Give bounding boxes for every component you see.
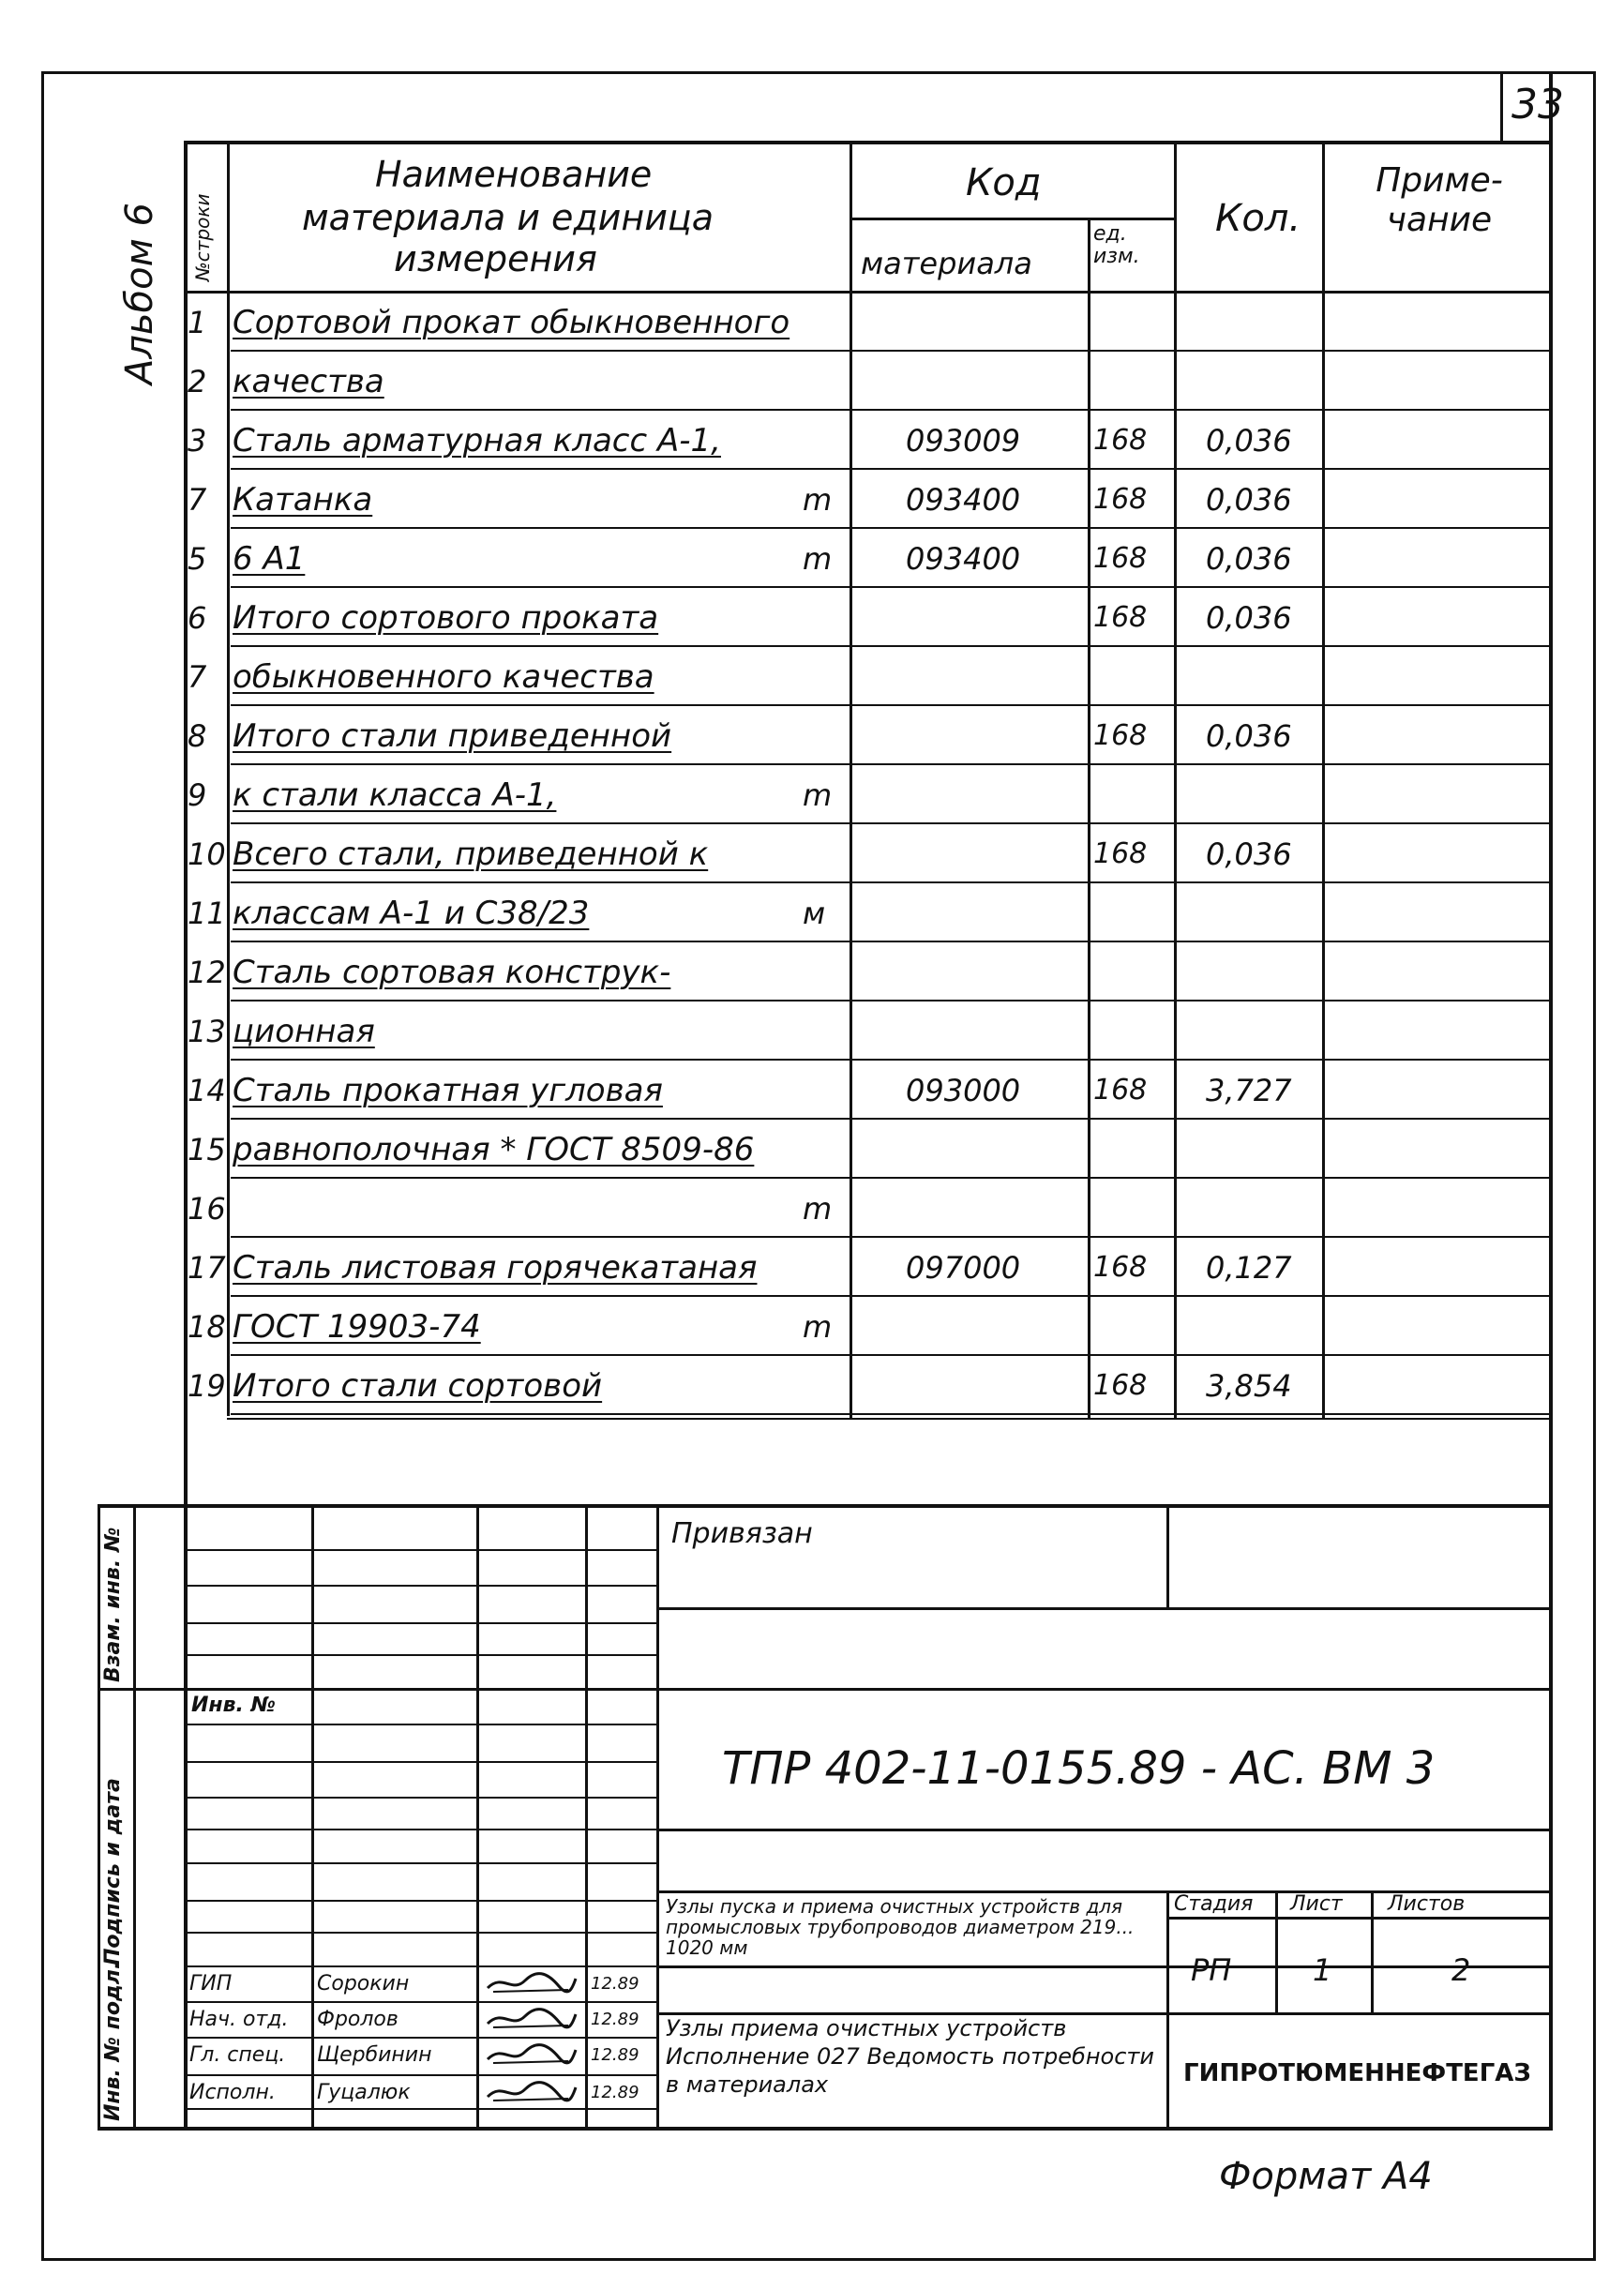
- row-name: Итого сортового проката: [233, 598, 659, 637]
- table-row: [184, 824, 1553, 883]
- header-code-unit: ед. изм.: [1093, 222, 1140, 268]
- tb-h-2096: [656, 1965, 1553, 1968]
- table-row: [184, 470, 1553, 529]
- row-number: 5: [188, 540, 207, 577]
- header-code-split: [850, 218, 1176, 220]
- page-number: 33: [1511, 81, 1564, 128]
- stage-col-1: [1275, 1890, 1278, 2012]
- outer-frame-top: [41, 71, 1596, 74]
- row-qty: 0,036: [1206, 717, 1292, 754]
- sheets-value: 2: [1451, 1952, 1471, 1988]
- header-qty: Кол.: [1215, 197, 1301, 240]
- header-name-1: Наименование: [375, 154, 653, 195]
- table-row: [184, 1238, 1553, 1297]
- row-unit: m: [803, 1190, 833, 1227]
- row-name: ГОСТ 19903-74: [233, 1307, 481, 1346]
- row-ed: 168: [1093, 483, 1148, 516]
- side-inv-podl: Инв. № подл.: [101, 1961, 125, 2121]
- row-qty: 0,036: [1206, 422, 1292, 459]
- titleblock-inner-left: [133, 1504, 136, 2131]
- table-row: [184, 529, 1553, 588]
- signature-scribble: [484, 2042, 578, 2067]
- outer-frame-left: [41, 71, 44, 2261]
- titleblock-col-e: [656, 1504, 659, 2131]
- outer-frame-right: [1593, 71, 1596, 2261]
- row-name: Итого стали приведенной: [233, 716, 672, 755]
- person-role: Нач. отд.: [189, 2007, 289, 2031]
- row-number: 15: [188, 1131, 226, 1167]
- person-role: Гл. спец.: [189, 2042, 286, 2067]
- table-row: [184, 588, 1553, 647]
- sig-grid-line: [184, 1797, 656, 1799]
- row-qty: 0,036: [1206, 599, 1292, 636]
- row-number: 8: [188, 717, 207, 754]
- row-number: 9: [188, 776, 207, 813]
- titleblock-top: [98, 1504, 1553, 1508]
- sig-grid-line: [184, 1829, 656, 1830]
- row-ed: 168: [1093, 719, 1148, 752]
- row-ed: 168: [1093, 1369, 1148, 1402]
- titleblock-privyazan-right: [1166, 1504, 1169, 1609]
- row-name: 6 А1: [233, 539, 306, 578]
- row-name: Всего стали, приведенной к: [233, 835, 709, 873]
- row-code: 093400: [906, 540, 1021, 577]
- table-row: [184, 1356, 1553, 1415]
- row-name: Сталь арматурная класс А-1,: [233, 421, 721, 459]
- row-name: Сортовой прокат обыкновенного: [233, 303, 790, 341]
- stage-value: РП: [1191, 1952, 1232, 1988]
- header-code: Код: [966, 161, 1042, 204]
- row-unit: m: [803, 481, 833, 518]
- table-row: [184, 1297, 1553, 1356]
- header-note: Приме-чание: [1376, 161, 1503, 239]
- title-h-2148: [656, 2012, 1553, 2015]
- row-name: классам А-1 и С38/23: [233, 894, 590, 932]
- table-row: [184, 1179, 1553, 1238]
- sig-grid-line: [184, 1688, 656, 1690]
- row-name: равнополочная * ГОСТ 8509-86: [233, 1130, 755, 1168]
- signature-scribble: [484, 1971, 578, 1995]
- header-code-material: материала: [861, 246, 1032, 281]
- row-qty: 3,854: [1206, 1367, 1292, 1404]
- sheet-value: 1: [1313, 1952, 1332, 1988]
- album-label: Альбом 6: [118, 203, 161, 384]
- row-unit: m: [803, 540, 833, 577]
- table-row: [184, 1061, 1553, 1120]
- row-qty: 0,127: [1206, 1249, 1292, 1286]
- row-number: 18: [188, 1308, 226, 1345]
- sig-grid-line: [184, 1622, 656, 1624]
- row-ed: 168: [1093, 601, 1148, 634]
- row-unit: m: [803, 776, 833, 813]
- tb-h-1716: [656, 1607, 1553, 1610]
- sheet-label: Лист: [1290, 1892, 1343, 1916]
- row-number: 3: [188, 422, 207, 459]
- row-qty: 3,727: [1206, 1072, 1292, 1108]
- table-row: [184, 647, 1553, 706]
- titleblock-left: [98, 1504, 100, 2131]
- tb-h-1950: [656, 1829, 1553, 1831]
- row-name: качества: [233, 362, 384, 400]
- person-name: Сорокин: [317, 1971, 410, 1995]
- row-number: 13: [188, 1013, 226, 1049]
- row-number: 7: [188, 481, 207, 518]
- header-row-no: №строки: [191, 193, 214, 281]
- table-row: [184, 293, 1553, 352]
- format-label: Формат А4: [1219, 2155, 1433, 2198]
- person-date: 12.89: [591, 1973, 639, 1994]
- inv-no-label: Инв. №: [191, 1694, 277, 1717]
- signature-scribble: [484, 2007, 578, 2031]
- row-number: 17: [188, 1249, 226, 1286]
- row-unit: м: [803, 895, 826, 931]
- inner-frame-bottom: [98, 2127, 1553, 2131]
- signature-scribble: [484, 2080, 578, 2104]
- sig-grid-line: [184, 1724, 656, 1725]
- inner-frame-top: [184, 141, 1553, 144]
- title-v: [1166, 1890, 1169, 2131]
- row-name: Сталь листовая горячекатаная: [233, 1248, 758, 1287]
- table-row: [184, 706, 1553, 765]
- table-row: [184, 1120, 1553, 1179]
- org-name: ГИПРОТЮМЕННЕФТЕГАЗ: [1183, 2059, 1531, 2087]
- header-name-3: измерения: [394, 238, 597, 279]
- row-number: 1: [188, 304, 207, 340]
- row-name: обыкновенного качества: [233, 657, 654, 696]
- outer-frame-bottom: [41, 2258, 1596, 2261]
- privyazan-label: Привязан: [671, 1517, 813, 1550]
- title-1: Узлы пуска и приема очистных устройств для промысловых трубопроводов диаметром 219... 1020 мм: [666, 1895, 1135, 1959]
- row-ed: 168: [1093, 424, 1148, 457]
- row-number: 11: [188, 895, 226, 931]
- stage-label: Стадия: [1174, 1892, 1254, 1916]
- row-qty: 0,036: [1206, 836, 1292, 872]
- row-number: 2: [188, 363, 207, 399]
- table-row: [184, 1001, 1553, 1061]
- title-h-stage: [1166, 1917, 1553, 1920]
- row-name: Сталь сортовая конструк-: [233, 953, 671, 991]
- row-divider: [231, 1413, 1553, 1415]
- row-ed: 168: [1093, 1251, 1148, 1284]
- row-qty: 0,036: [1206, 540, 1292, 577]
- title-2: Узлы приема очистных устройств Исполнение 027 Ведомость потребности в материалах: [666, 2015, 1154, 2098]
- row-number: 19: [188, 1367, 226, 1404]
- side-vzam: Взам. инв. №: [101, 1527, 125, 1682]
- row-name: к стали класса А-1,: [233, 776, 557, 814]
- side-podpis: Подпись и дата: [101, 1778, 125, 1965]
- row-qty: 0,036: [1206, 481, 1292, 518]
- person-role: Исполн.: [189, 2080, 276, 2104]
- row-number: 14: [188, 1072, 226, 1108]
- sig-grid-line: [184, 1654, 656, 1656]
- sig-grid-line: [184, 1549, 656, 1551]
- row-code: 097000: [906, 1249, 1021, 1286]
- sig-grid-line: [184, 1585, 656, 1587]
- row-number: 12: [188, 954, 226, 990]
- row-name: Катанка: [233, 480, 373, 519]
- table-row: [184, 942, 1553, 1001]
- table-row: [184, 411, 1553, 470]
- row-number: 10: [188, 836, 226, 872]
- table-row: [184, 352, 1553, 411]
- stage-col-2: [1371, 1890, 1374, 2012]
- sig-grid-line: [184, 1900, 656, 1902]
- person-role: ГИП: [189, 1971, 233, 1995]
- row-number: 6: [188, 599, 207, 636]
- person-date: 12.89: [591, 2044, 639, 2065]
- row-code: 093400: [906, 481, 1021, 518]
- person-name: Щербинин: [317, 2042, 432, 2067]
- person-date: 12.89: [591, 2082, 639, 2102]
- row-number: 7: [188, 658, 207, 695]
- row-name: ционная: [233, 1012, 375, 1050]
- row-name: Сталь прокатная угловая: [233, 1071, 663, 1109]
- table-end: [227, 1418, 1553, 1420]
- row-code: 093000: [906, 1072, 1021, 1108]
- row-code: 093009: [906, 422, 1021, 459]
- table-row: [184, 765, 1553, 824]
- sheets-label: Листов: [1388, 1892, 1466, 1916]
- sig-grid-line: [184, 1761, 656, 1763]
- person-date: 12.89: [591, 2009, 639, 2029]
- header-name-2: материала и единица: [302, 197, 714, 238]
- row-name: Итого стали сортовой: [233, 1366, 603, 1405]
- row-ed: 168: [1093, 542, 1148, 575]
- doc-code: ТПР 402-11-0155.89 - АС. ВМ 3: [722, 1742, 1436, 1795]
- person-name: Гуцалюк: [317, 2080, 411, 2104]
- row-unit: m: [803, 1308, 833, 1345]
- table-row: [184, 883, 1553, 942]
- row-ed: 168: [1093, 1074, 1148, 1107]
- sig-grid-line: [184, 1965, 656, 1967]
- sig-grid-line: [184, 1932, 656, 1934]
- person-name: Фролов: [317, 2007, 398, 2031]
- row-number: 16: [188, 1190, 226, 1227]
- page-number-box-left: [1500, 71, 1503, 144]
- row-ed: 168: [1093, 837, 1148, 870]
- sig-grid-line: [184, 1862, 656, 1864]
